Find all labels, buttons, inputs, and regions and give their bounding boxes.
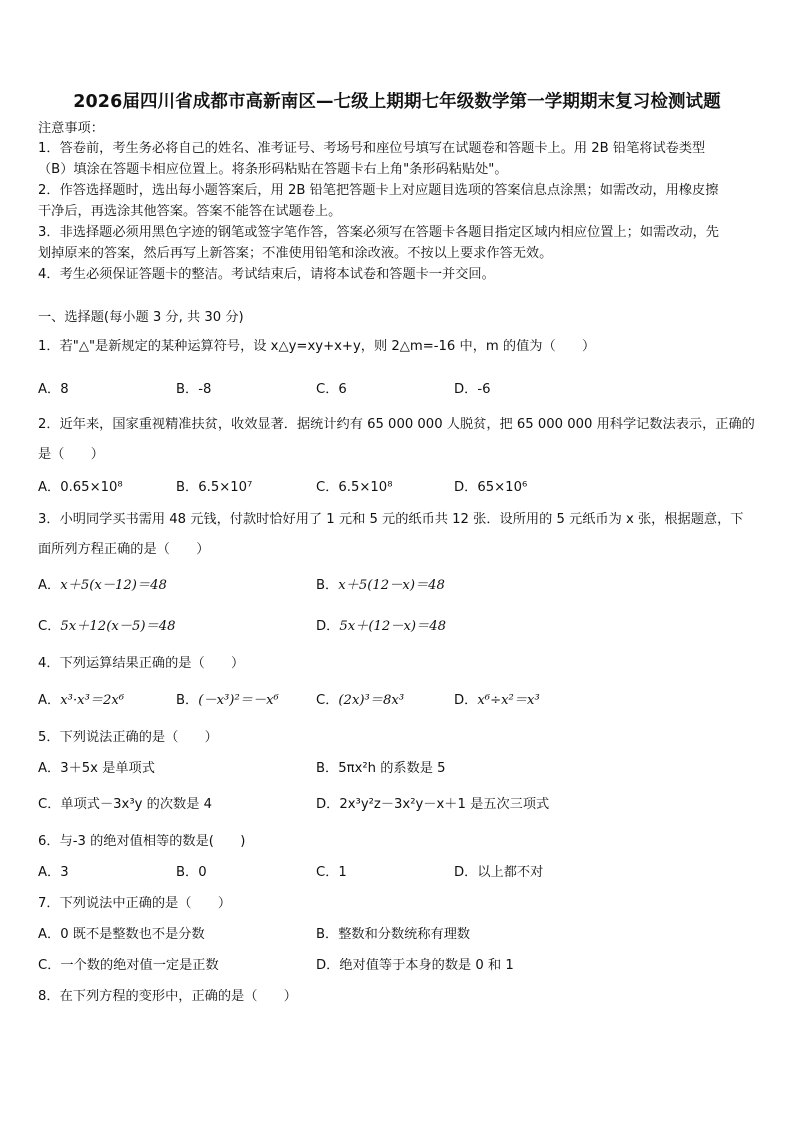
option-d[interactable] <box>316 796 549 814</box>
option-c[interactable] <box>38 618 175 636</box>
option-label: A． <box>38 693 61 708</box>
option-b[interactable] <box>316 577 445 595</box>
option-d[interactable] <box>316 618 446 636</box>
notice-line: 4．考生必须保证答题卡的整洁。考试结束后，请将本试卷和答题卡一并交回。 <box>38 267 495 282</box>
question-stem: 7．下列说法中正确的是（ ） <box>38 896 232 911</box>
option-label: A． <box>38 578 61 593</box>
option-c[interactable]: C．一个数的绝对值一定是正数 <box>38 958 219 973</box>
question-stem: 1．若"△"是新规定的某种运算符号，设 x△y=xy+x+y，则 2△m=-16 中，m 的值为（ ） <box>38 339 596 354</box>
question-stem: 5．下列说法正确的是（ ） <box>38 730 218 745</box>
question-stem: 3．小明同学买书需用 48 元钱，付款时恰好用了 1 元和 5 元的纸币共 12 张．设所用的 5 元纸币为 x 张，根据题意，下 <box>38 512 744 527</box>
option-a[interactable]: A．8 <box>38 382 69 397</box>
option-b[interactable]: B．6.5×10⁷ <box>176 480 253 495</box>
section-heading: 一、选择题(每小题 3 分, 共 30 分) <box>38 310 244 325</box>
option-a[interactable]: A．3 <box>38 865 69 880</box>
notice-heading: 注意事项： <box>38 121 104 136</box>
option-formula: (2x)³＝8x³ <box>338 693 405 708</box>
option-label: C． <box>38 797 61 812</box>
option-text: 3＋5x 是单项式 <box>60 761 155 776</box>
option-b[interactable] <box>316 760 446 778</box>
notice-line: 2．作答选择题时，选出每小题答案后，用 2B 铅笔把答题卡上对应题目选项的答案信息点涂黑；如需改动，用橡皮擦 <box>38 183 719 198</box>
option-a[interactable]: A．0.65×10⁸ <box>38 480 123 495</box>
notice-line: 3．非选择题必须用黑色字迹的钢笔或签字笔作答，答案必须写在答题卡各题目指定区域内相应位置上；如需改动，先 <box>38 225 719 240</box>
option-d[interactable]: D．绝对值等于本身的数是 0 和 1 <box>316 958 514 973</box>
option-b[interactable]: B．-8 <box>176 382 212 397</box>
option-formula: 5x＋12(x－5)＝48 <box>60 619 176 634</box>
option-d[interactable]: D．65×10⁶ <box>454 480 528 495</box>
notice-line: （B）填涂在答题卡相应位置上。将条形码粘贴在答题卡右上角"条形码粘贴处"。 <box>38 162 508 177</box>
question-stem: 2．近年来，国家重视精准扶贫，收效显著．据统计约有 65 000 000 人脱贫，把 65 000 000 用科学记数法表示，正确的 <box>38 417 755 432</box>
option-label: B． <box>316 578 339 593</box>
page-title: 2026届四川省成都市高新南区—七级上期期七年级数学第一学期期末复习检测试题 <box>73 92 721 112</box>
option-label: D． <box>454 693 478 708</box>
option-a[interactable] <box>38 692 124 710</box>
option-b[interactable] <box>176 692 279 710</box>
option-label: D． <box>316 619 340 634</box>
option-label: C． <box>38 619 61 634</box>
option-c[interactable]: C．6.5×10⁸ <box>316 480 393 495</box>
question-stem-cont: 是（ ） <box>38 447 104 462</box>
option-formula: x＋5(12－x)＝48 <box>338 578 445 593</box>
option-label: D． <box>316 797 340 812</box>
option-text: 2x³y²z－3x²y－x＋1 是五次三项式 <box>339 797 550 812</box>
option-d[interactable]: D．以上都不对 <box>454 865 544 880</box>
option-a[interactable] <box>38 577 167 595</box>
notice-line: 划掉原来的答案，然后再写上新答案；不准使用铅笔和涂改液。不按以上要求作答无效。 <box>38 246 553 261</box>
option-text: 5πx²h 的系数是 5 <box>338 761 446 776</box>
option-label: B． <box>176 693 199 708</box>
option-formula: 5x＋(12－x)＝48 <box>339 619 447 634</box>
option-c[interactable] <box>38 796 212 814</box>
option-a[interactable] <box>38 760 155 778</box>
option-b[interactable]: B．整数和分数统称有理数 <box>316 927 471 942</box>
option-formula: x＋5(x－12)＝48 <box>60 578 167 593</box>
notice-line: 1．答卷前，考生务必将自己的姓名、准考证号、考场号和座位号填写在试题卷和答题卡上。用 2B 铅笔将试卷类型 <box>38 141 706 156</box>
option-a[interactable]: A．0 既不是整数也不是分数 <box>38 927 205 942</box>
question-stem: 8．在下列方程的变形中，正确的是（ ） <box>38 989 297 1004</box>
question-stem: 4．下列运算结果正确的是（ ） <box>38 656 245 671</box>
option-text: 单项式－3x³y 的次数是 4 <box>60 797 212 812</box>
option-b[interactable]: B．0 <box>176 865 207 880</box>
option-d[interactable] <box>454 692 540 710</box>
option-d[interactable]: D．-6 <box>454 382 491 397</box>
option-label: B． <box>316 761 339 776</box>
question-stem-cont: 面所列方程正确的是（ ） <box>38 542 210 557</box>
option-formula: x³·x³＝2x⁶ <box>60 693 125 708</box>
option-c[interactable]: C．6 <box>316 382 347 397</box>
option-formula: (－x³)²＝－x⁶ <box>198 693 279 708</box>
option-label: A． <box>38 761 61 776</box>
option-c[interactable] <box>316 692 404 710</box>
question-stem: 6．与-3 的绝对值相等的数是( ) <box>38 834 246 849</box>
notice-line: 干净后，再选涂其他答案。答案不能答在试题卷上。 <box>38 204 342 219</box>
option-formula: x⁶÷x²＝x³ <box>477 693 540 708</box>
option-label: C． <box>316 693 339 708</box>
option-c[interactable]: C．1 <box>316 865 347 880</box>
